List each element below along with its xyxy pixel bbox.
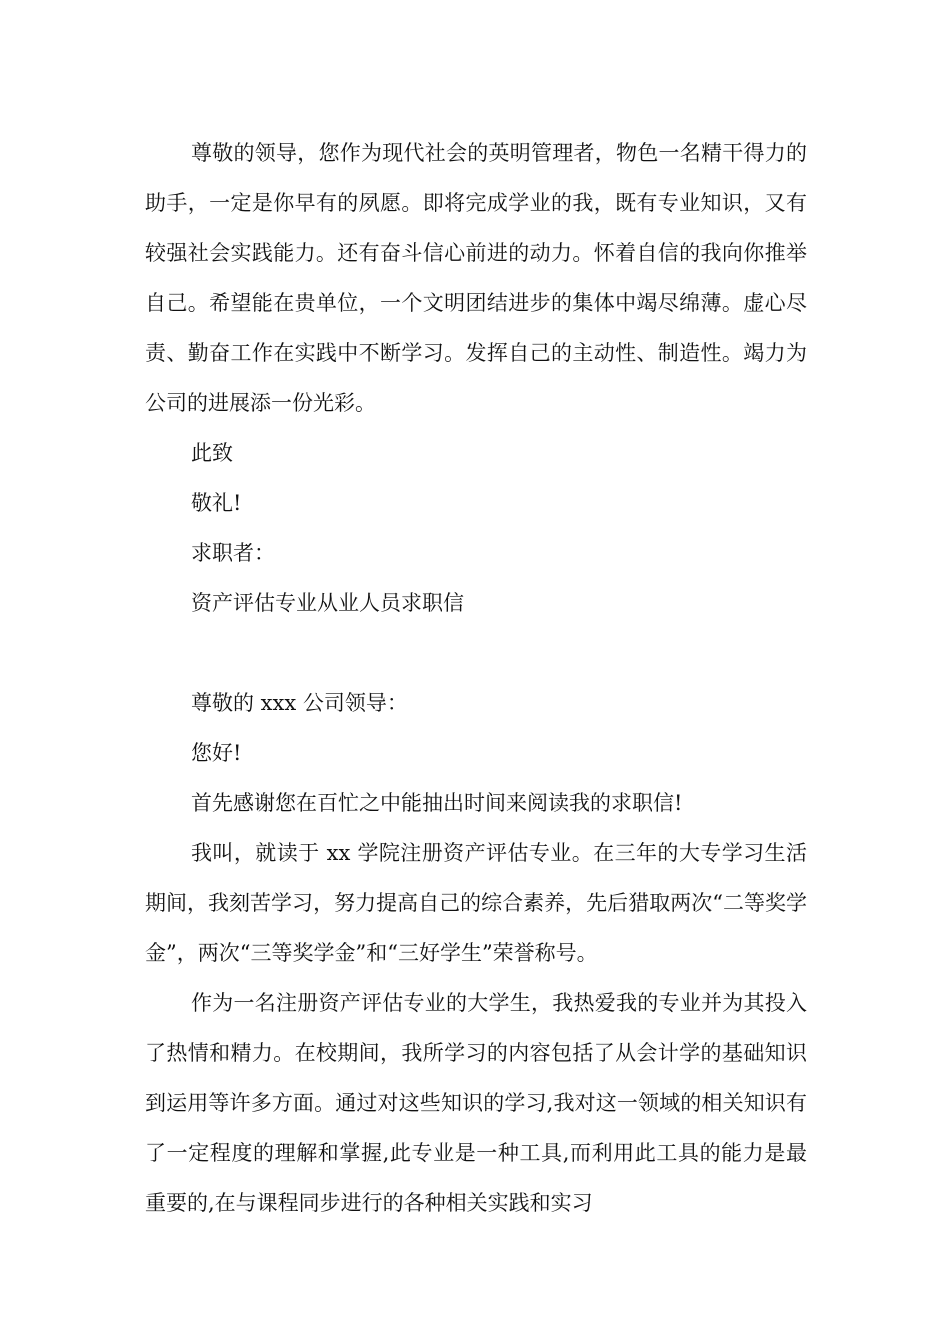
- letter2-paragraph-2: 作为一名注册资产评估专业的大学生，我热爱我的专业并为其投入了热情和精力。在校期间，我所学习的内容包括了从会计学的基础知识到运用等许多方面。通过对这些知识的学习,我对这一领域的相关知识有了一定程度的理解和掌握,此专业是一种工具,而利用此工具的能力是最重要的,在与课程同步进行的各种相关实践和实习: [145, 991, 807, 1215]
- greeting-line: 您好!: [191, 741, 242, 765]
- letter2-title: 资产评估专业从业人员求职信: [191, 591, 464, 615]
- closing-line-2: 敬礼!: [191, 491, 242, 515]
- salutation-line: 尊敬的 xxx 公司领导：: [191, 691, 408, 715]
- letter2-paragraph-1: 我叫，就读于 xx 学院注册资产评估专业。在三年的大专学习生活期间，我刻苦学习，努力提高自己的综合素养，先后猎取两次“二等奖学金”，两次“三等奖学金”和“三好学生”荣誉称号。: [145, 841, 807, 965]
- thanks-line: 首先感谢您在百忙之中能抽出时间来阅读我的求职信!: [191, 791, 683, 815]
- document-body: [145, 128, 807, 1228]
- letter1-body-paragraph: 尊敬的领导，您作为现代社会的英明管理者，物色一名精干得力的助手，一定是你早有的夙愿。即将完成学业的我，既有专业知识，又有较强社会实践能力。还有奋斗信心前进的动力。怀着自信的我向你推举自己。希望能在贵单位，一个文明团结进步的集体中竭尽绵薄。虚心尽责、勤奋工作在实践中不断学习。发挥自己的主动性、制造性。竭力为公司的进展添一份光彩。: [145, 141, 807, 415]
- blank-line: [145, 628, 807, 678]
- signature-line: 求职者：: [191, 541, 275, 565]
- closing-line-1: 此致: [191, 441, 233, 465]
